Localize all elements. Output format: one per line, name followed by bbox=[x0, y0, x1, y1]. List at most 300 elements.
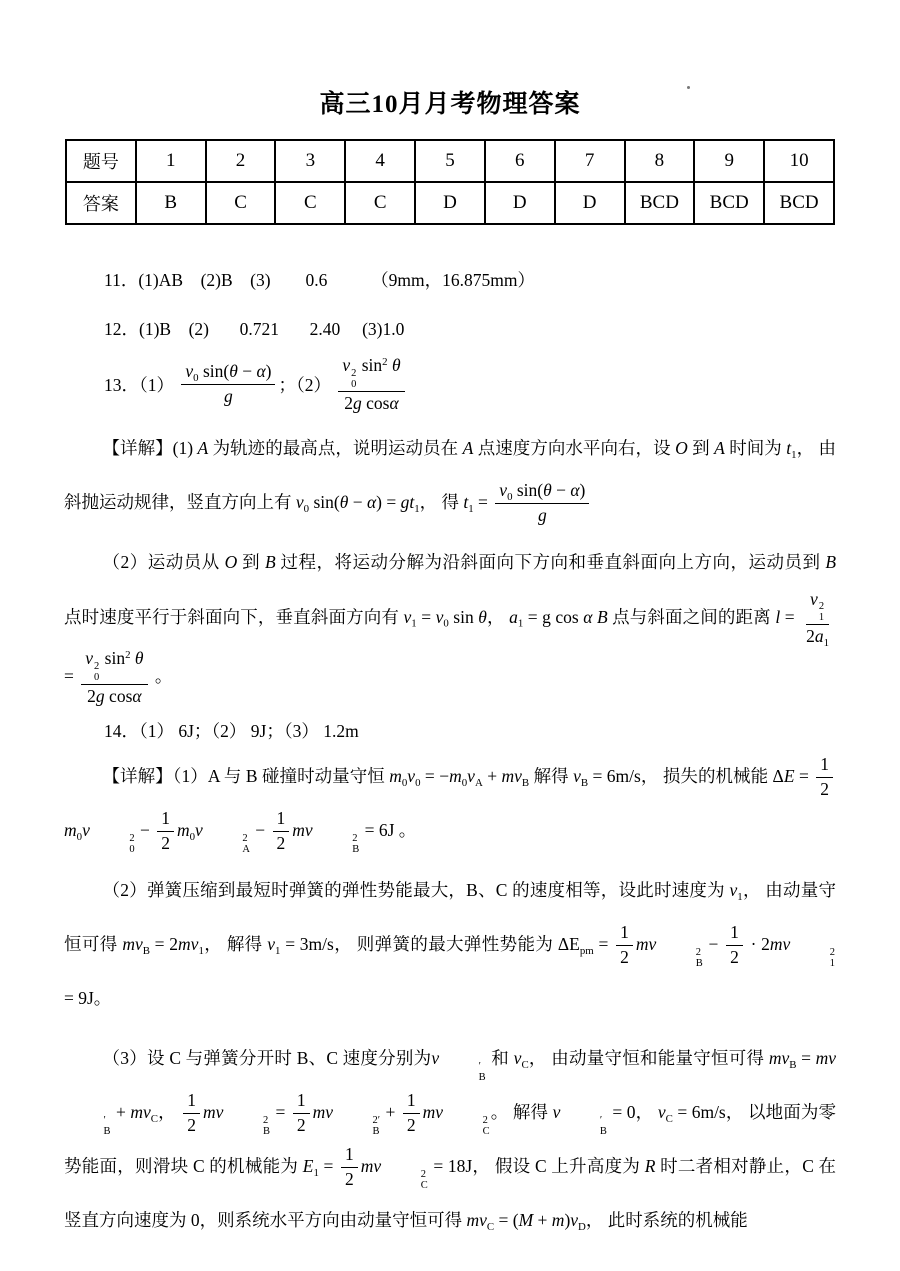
fraction bbox=[183, 1090, 200, 1137]
subscript: 0 bbox=[189, 830, 196, 843]
superscript: 2 bbox=[352, 832, 358, 844]
superscript: 2 bbox=[818, 601, 825, 613]
subscript: B bbox=[372, 1125, 380, 1137]
math-var: v bbox=[499, 480, 508, 501]
text-run: 1 bbox=[276, 808, 286, 829]
subscript: B bbox=[580, 776, 589, 789]
math-var: v bbox=[513, 1047, 522, 1068]
text-run: = 6m/s， 以地面为零势能面，则滑块 C 的机械能为 bbox=[64, 1101, 837, 1176]
superscript: 2 bbox=[129, 832, 135, 844]
fraction-numerator bbox=[157, 808, 174, 832]
text-run: = bbox=[780, 606, 800, 627]
math-var: v bbox=[267, 933, 276, 954]
text-run: ) bbox=[265, 361, 272, 382]
subscript: 1 bbox=[313, 1166, 319, 1179]
text-run: = bbox=[270, 1101, 290, 1122]
text-run: = ( bbox=[494, 1209, 519, 1230]
sub-sup-stack bbox=[561, 1115, 607, 1137]
q13-answer-line bbox=[64, 355, 836, 415]
math-var: mv bbox=[422, 1101, 444, 1122]
q14-detail-part3 bbox=[64, 1031, 836, 1247]
text-run: − bbox=[250, 819, 270, 840]
q14-detail-part1 bbox=[64, 749, 836, 857]
text-run: 时间为 bbox=[724, 437, 787, 458]
fraction bbox=[157, 808, 174, 855]
question-number-cell: 3 bbox=[275, 140, 345, 182]
text-run: 点速度方向水平向右，设 bbox=[473, 437, 676, 458]
subscript: 0 bbox=[415, 776, 421, 789]
text-run: 点与斜面之间的距离 bbox=[607, 606, 776, 627]
subscript: 0 bbox=[193, 372, 199, 385]
text-run: sin bbox=[357, 355, 383, 375]
text-run: 1 bbox=[296, 1090, 306, 1111]
text-run: 11．(1)AB (2)B (3) 0.6 （9mm，16.875mm） bbox=[104, 270, 535, 290]
sub-sup-stack bbox=[440, 1061, 486, 1083]
math-var: θ bbox=[339, 491, 349, 512]
subscript: B bbox=[789, 1058, 797, 1071]
answer-cell: BCD bbox=[764, 182, 834, 224]
math-var: mv bbox=[122, 933, 143, 954]
math-var: B bbox=[596, 606, 608, 627]
text-run: 12．(1)B (2) 0.721 2.40 (3)1.0 bbox=[104, 319, 405, 339]
math-var: θ bbox=[478, 606, 487, 627]
math-var: A bbox=[462, 437, 474, 458]
fraction bbox=[293, 1090, 310, 1137]
subscript: pm bbox=[579, 944, 594, 957]
subscript: 1 bbox=[818, 612, 825, 624]
math-var: a bbox=[814, 626, 824, 647]
math-var: mv bbox=[466, 1209, 487, 1230]
text-run: 到 bbox=[687, 437, 715, 458]
fraction bbox=[341, 1144, 358, 1191]
fraction bbox=[495, 480, 589, 527]
fraction-numerator bbox=[806, 589, 829, 626]
subscript: 1 bbox=[829, 957, 836, 969]
math-var: R bbox=[644, 1155, 656, 1176]
fraction-denominator bbox=[403, 1114, 420, 1137]
question-number-cell: 5 bbox=[415, 140, 485, 182]
fraction-numerator bbox=[81, 648, 147, 685]
text-run: 2 bbox=[187, 1115, 197, 1136]
math-var: v bbox=[729, 879, 738, 900]
math-var: mv bbox=[501, 765, 522, 786]
math-var: g bbox=[95, 686, 105, 706]
math-var: v bbox=[657, 1101, 666, 1122]
question-number-cell: 8 bbox=[625, 140, 695, 182]
question-number-cell: 6 bbox=[485, 140, 555, 182]
subscript: 1 bbox=[411, 617, 417, 630]
text-run: = bbox=[64, 666, 79, 687]
text-run: ) bbox=[564, 1209, 571, 1230]
text-run: + bbox=[533, 1209, 552, 1230]
subscript: 0 bbox=[443, 617, 449, 630]
math-var: α bbox=[366, 491, 377, 512]
text-run: = 2 bbox=[149, 933, 179, 954]
subscript: 1 bbox=[517, 617, 524, 630]
answer-cell: C bbox=[206, 182, 276, 224]
text-run: 1 bbox=[406, 1090, 416, 1111]
math-var: g bbox=[353, 392, 362, 413]
text-run: = 3m/s， 则弹簧的最大弹性势能为 ΔE bbox=[280, 933, 580, 954]
fraction-denominator bbox=[273, 832, 290, 855]
fraction bbox=[726, 922, 743, 969]
math-var: v bbox=[185, 361, 194, 382]
math-var: t bbox=[786, 437, 792, 458]
page-title: 高三10月月考物理答案 bbox=[319, 91, 581, 118]
text-run: 点时速度平行于斜面向下，垂直斜面方向有 bbox=[64, 606, 404, 627]
text-run: 2 bbox=[730, 947, 739, 968]
math-var: α bbox=[389, 392, 399, 413]
math-var: O bbox=[224, 551, 238, 572]
text-run: − bbox=[237, 361, 257, 382]
text-run: 时二者相对静止，C 在竖直方向速度为 0，则系统水平方向由动量守恒可得 bbox=[64, 1155, 837, 1230]
math-var: θ bbox=[391, 355, 401, 375]
math-var: g bbox=[537, 505, 547, 526]
math-var: m bbox=[176, 819, 190, 840]
subscript: B bbox=[352, 843, 360, 855]
answer-cell: BCD bbox=[694, 182, 764, 224]
text-run: ；（2） bbox=[278, 375, 336, 396]
text-run: 13．（1） bbox=[104, 375, 179, 396]
math-var: v bbox=[82, 819, 90, 840]
math-var: E bbox=[783, 765, 795, 786]
text-run: 2 bbox=[276, 833, 286, 854]
fraction-denominator bbox=[802, 625, 833, 648]
text-run: ， bbox=[158, 1101, 181, 1122]
math-var: θ bbox=[134, 648, 144, 669]
superscript: 2 bbox=[829, 946, 836, 958]
fraction-denominator bbox=[220, 385, 237, 408]
text-run: 2 bbox=[820, 779, 829, 800]
text-run: 和 bbox=[486, 1047, 514, 1068]
text-run: 2 bbox=[161, 833, 170, 854]
math-var: B bbox=[825, 551, 837, 572]
math-var: mv bbox=[178, 933, 199, 954]
math-var: v bbox=[810, 588, 818, 609]
text-run: ) = bbox=[376, 491, 401, 512]
subscript: D bbox=[578, 1220, 586, 1233]
sub-sup-stack bbox=[819, 601, 824, 623]
text-run: = bbox=[318, 1155, 339, 1176]
document-content bbox=[0, 84, 900, 1247]
text-run: 2 bbox=[296, 1115, 306, 1136]
text-run: sin( bbox=[512, 480, 544, 501]
question-number-cell: 1 bbox=[136, 140, 206, 182]
math-var: mv bbox=[312, 1101, 333, 1122]
text-run: + bbox=[111, 1101, 131, 1122]
fraction-denominator bbox=[183, 1114, 200, 1137]
text-run: ， 由动量守恒可得 bbox=[64, 879, 836, 954]
text-run: 2 bbox=[620, 947, 629, 968]
question-number-cell: 7 bbox=[555, 140, 625, 182]
subscript: 0 bbox=[461, 776, 468, 789]
superscript: ′ bbox=[599, 1114, 603, 1126]
subscript: B bbox=[478, 1071, 486, 1083]
subscript: 1 bbox=[737, 890, 743, 903]
fraction-numerator bbox=[293, 1090, 310, 1114]
math-var: v bbox=[552, 1101, 561, 1122]
q13-detail-part1 bbox=[64, 421, 836, 529]
subscript: C bbox=[521, 1058, 529, 1071]
superscript: 2 bbox=[262, 1114, 269, 1126]
math-var: v bbox=[435, 606, 444, 627]
text-run: 1 bbox=[161, 808, 170, 829]
text-run: （2）弹簧压缩到最短时弹簧的弹性势能最大，B、C 的速度相等，设此时速度为 bbox=[102, 879, 730, 900]
text-run: sin bbox=[448, 606, 479, 627]
text-run: 2 bbox=[344, 392, 353, 413]
superscript: ′ bbox=[478, 1060, 481, 1072]
subscript: C bbox=[420, 1179, 428, 1191]
fraction bbox=[81, 648, 147, 708]
math-var: v bbox=[431, 1047, 440, 1068]
answer-cell: C bbox=[275, 182, 345, 224]
text-run: 到 bbox=[237, 551, 265, 572]
math-var: v bbox=[295, 491, 304, 512]
table-row-label: 答案 bbox=[66, 182, 136, 224]
math-var: v bbox=[467, 765, 475, 786]
subscript: C bbox=[486, 1220, 495, 1233]
text-run: ， 由斜抛运动规律，竖直方向上有 bbox=[64, 437, 837, 512]
subscript: C bbox=[482, 1125, 490, 1137]
fraction-numerator bbox=[181, 361, 275, 385]
sub-sup-stack bbox=[224, 1115, 270, 1137]
text-run: 1 bbox=[620, 922, 629, 943]
table-row-label: 题号 bbox=[66, 140, 136, 182]
math-var: v bbox=[570, 1209, 579, 1230]
text-run: 2 bbox=[806, 626, 815, 647]
fraction-denominator bbox=[616, 946, 633, 969]
superscript: ′ bbox=[103, 1114, 106, 1126]
text-run: = bbox=[473, 491, 493, 512]
q12-answer-line bbox=[64, 316, 836, 341]
fraction-numerator bbox=[183, 1090, 200, 1114]
text-run: − bbox=[551, 480, 571, 501]
math-var: α bbox=[256, 361, 266, 382]
text-run: 解得 bbox=[529, 765, 574, 786]
subscript: C bbox=[665, 1112, 673, 1125]
superscript: 2 bbox=[125, 649, 131, 662]
text-run: = − bbox=[420, 765, 450, 786]
superscript: 2 bbox=[351, 367, 357, 379]
subscript: 0 bbox=[94, 671, 100, 683]
subscript: B bbox=[695, 957, 703, 969]
text-run: 14．（1） 6J；（2） 9J；（3） 1.2m bbox=[104, 720, 359, 741]
sub-sup-stack bbox=[334, 1115, 380, 1137]
math-var: l bbox=[775, 606, 781, 627]
subscript: B bbox=[599, 1125, 607, 1137]
sub-sup-stack bbox=[791, 947, 835, 969]
sub-sup-stack bbox=[91, 833, 135, 855]
math-var: θ bbox=[543, 480, 552, 501]
question-number-cell: 10 bbox=[764, 140, 834, 182]
superscript: 2 bbox=[94, 660, 100, 672]
text-run: ， 由动量守恒和能量守恒可得 bbox=[528, 1047, 769, 1068]
q14-answer-line bbox=[64, 718, 836, 743]
text-run: cos bbox=[104, 686, 133, 706]
sub-sup-stack bbox=[204, 833, 250, 855]
fraction-numerator bbox=[495, 480, 589, 504]
fraction bbox=[616, 922, 633, 969]
question-number-row bbox=[66, 140, 834, 182]
math-var: α bbox=[583, 606, 593, 627]
math-var: m bbox=[64, 819, 77, 840]
superscript: 2 bbox=[695, 946, 701, 958]
fraction bbox=[816, 754, 833, 801]
text-run: = 6m/s， 损失的机械能 Δ bbox=[588, 765, 784, 786]
text-run: ， 解得 bbox=[203, 933, 268, 954]
math-var: a bbox=[509, 606, 518, 627]
subscript: 1 bbox=[823, 637, 830, 650]
subscript: C bbox=[150, 1112, 159, 1125]
superscript: 2 bbox=[420, 1168, 426, 1180]
math-var: mv bbox=[635, 933, 657, 954]
subscript: 1 bbox=[275, 944, 281, 957]
fraction-numerator bbox=[616, 922, 633, 946]
fraction bbox=[181, 361, 275, 408]
subscript: 1 bbox=[791, 448, 797, 461]
answer-cell: D bbox=[555, 182, 625, 224]
text-run: − bbox=[348, 491, 367, 512]
text-run: + bbox=[381, 1101, 400, 1122]
subscript: A bbox=[242, 843, 250, 855]
subscript: 1 bbox=[468, 502, 474, 515]
math-var: v bbox=[403, 606, 412, 627]
subscript: 1 bbox=[414, 502, 420, 515]
fraction-numerator bbox=[338, 355, 404, 392]
text-run: （3）设 C 与弹簧分开时 B、C 速度分别为 bbox=[102, 1047, 432, 1068]
fraction-denominator bbox=[726, 946, 743, 969]
math-var: θ bbox=[229, 361, 238, 382]
q13-detail-part2 bbox=[64, 535, 836, 708]
q14-detail-part2 bbox=[64, 863, 836, 1025]
text-run: 2 bbox=[87, 686, 96, 706]
text-run: = bbox=[416, 606, 436, 627]
math-var: gt bbox=[400, 491, 415, 512]
subscript: 0 bbox=[303, 502, 310, 515]
math-var: mv bbox=[769, 933, 791, 954]
fraction bbox=[802, 589, 833, 649]
fraction-denominator bbox=[157, 832, 174, 855]
fraction-denominator bbox=[83, 685, 145, 708]
math-var: E bbox=[302, 1155, 314, 1176]
math-var: mv bbox=[360, 1155, 382, 1176]
math-var: mv bbox=[130, 1101, 151, 1122]
text-run: ， 此时系统的机械能 bbox=[585, 1209, 748, 1230]
question-number-cell: 4 bbox=[345, 140, 415, 182]
text-run: sin( bbox=[309, 491, 340, 512]
fraction-numerator bbox=[341, 1144, 358, 1168]
subscript: 0 bbox=[507, 491, 513, 504]
fraction-numerator bbox=[726, 922, 743, 946]
text-run: sin bbox=[100, 648, 126, 669]
text-run: ， 得 bbox=[419, 491, 464, 512]
q11-answer-line bbox=[64, 267, 836, 292]
subscript: A bbox=[474, 776, 483, 789]
fraction-denominator bbox=[341, 1168, 358, 1191]
math-var: g bbox=[224, 386, 233, 407]
math-var: O bbox=[675, 437, 688, 458]
subscript: B bbox=[103, 1125, 111, 1137]
text-run: = 0， bbox=[607, 1101, 658, 1122]
text-run: 【详解】（1）A 与 B 碰撞时动量守恒 bbox=[102, 765, 390, 786]
fraction bbox=[273, 808, 290, 855]
superscript: 2 bbox=[482, 1114, 488, 1126]
fraction-denominator bbox=[340, 392, 402, 415]
math-var: v bbox=[195, 819, 203, 840]
superscript: 2 bbox=[242, 832, 248, 844]
sub-sup-stack bbox=[657, 947, 703, 969]
stray-mark bbox=[687, 86, 690, 89]
fraction-numerator bbox=[273, 808, 290, 832]
text-run: 过程，将运动分解为沿斜面向下方向和垂直斜面向上方向，运动员到 bbox=[275, 551, 826, 572]
sub-sup-stack bbox=[94, 661, 99, 683]
math-var: α bbox=[132, 686, 142, 706]
question-number-cell: 2 bbox=[206, 140, 276, 182]
math-var: mv bbox=[815, 1047, 836, 1068]
math-var: m bbox=[449, 765, 462, 786]
text-run: （2）运动员从 bbox=[102, 551, 225, 572]
subscript: B bbox=[142, 944, 150, 957]
superscript: 2 bbox=[382, 356, 388, 369]
answer-table bbox=[65, 139, 835, 225]
math-var: m bbox=[551, 1209, 565, 1230]
math-var: mv bbox=[203, 1101, 224, 1122]
text-run: 【详解】(1) bbox=[102, 437, 198, 458]
question-number-cell: 9 bbox=[694, 140, 764, 182]
text-run: 1 bbox=[345, 1144, 354, 1165]
fraction-denominator bbox=[816, 778, 833, 801]
sub-sup-stack bbox=[351, 368, 356, 390]
text-run: = bbox=[593, 933, 614, 954]
math-var: t bbox=[463, 491, 469, 512]
subscript: 0 bbox=[76, 830, 83, 843]
text-run: − bbox=[703, 933, 724, 954]
text-run: = 9J。 bbox=[64, 987, 112, 1008]
math-var: m bbox=[389, 765, 402, 786]
math-var: v bbox=[573, 765, 581, 786]
subscript: 0 bbox=[351, 378, 357, 390]
math-var: α bbox=[570, 480, 580, 501]
math-var: v bbox=[342, 355, 351, 375]
math-var: M bbox=[518, 1209, 534, 1230]
math-var: A bbox=[714, 437, 725, 458]
sub-sup-stack bbox=[382, 1169, 428, 1191]
subscript: 0 bbox=[401, 776, 408, 789]
text-run: 为轨迹的最高点，说明运动员在 bbox=[208, 437, 463, 458]
text-run: sin( bbox=[198, 361, 230, 382]
text-run: 1 bbox=[730, 922, 739, 943]
superscript: 2′ bbox=[372, 1114, 381, 1126]
math-var: v bbox=[407, 765, 416, 786]
fraction-denominator bbox=[293, 1114, 310, 1137]
sub-sup-stack bbox=[444, 1115, 490, 1137]
answer-cell: D bbox=[485, 182, 555, 224]
text-run: 。 解得 bbox=[490, 1101, 553, 1122]
math-var: B bbox=[264, 551, 276, 572]
sub-sup-stack bbox=[314, 833, 360, 855]
answer-row bbox=[66, 182, 834, 224]
subscript: 1 bbox=[198, 944, 204, 957]
fraction-numerator bbox=[403, 1090, 420, 1114]
text-run: + bbox=[482, 765, 502, 786]
text-run: = 18J， 假设 C 上升高度为 bbox=[428, 1155, 645, 1176]
fraction-denominator bbox=[534, 504, 551, 527]
subscript: B bbox=[262, 1125, 270, 1137]
text-run: ) bbox=[579, 480, 586, 501]
fraction bbox=[338, 355, 404, 415]
subscript: B bbox=[521, 776, 530, 789]
answer-cell: BCD bbox=[625, 182, 695, 224]
